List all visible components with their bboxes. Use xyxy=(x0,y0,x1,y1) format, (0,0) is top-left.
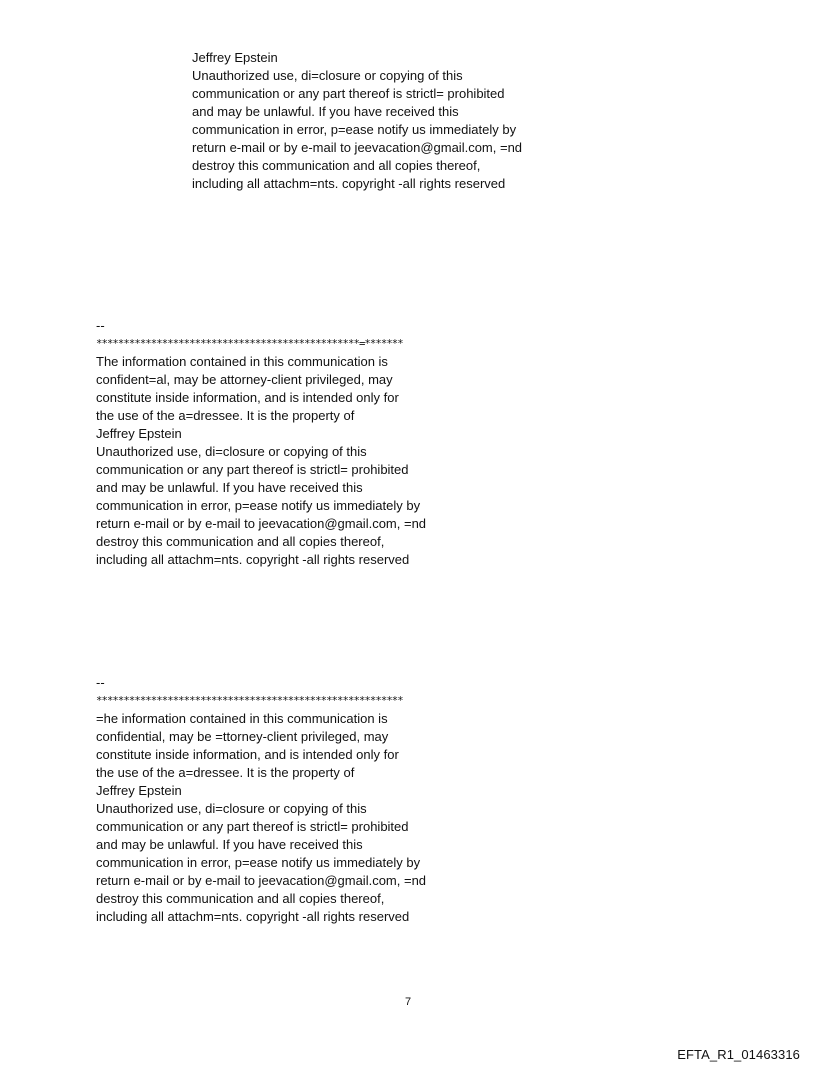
text-line: Jeffrey Epstein xyxy=(192,50,278,65)
signature-separator: -- xyxy=(96,675,105,690)
text-line: confident=al, may be attorney-client privileged, may xyxy=(96,372,393,387)
asterisk-divider: ******************************************************** xyxy=(96,695,403,707)
text-line: The information contained in this communication is xyxy=(96,354,388,369)
text-line: destroy this communication and all copies thereof, xyxy=(96,534,385,549)
disclaimer-block-1 xyxy=(192,49,522,193)
text-line: Unauthorized use, di=closure or copying of this xyxy=(96,801,367,816)
disclaimer-block-2 xyxy=(96,317,426,569)
text-line: communication in error, p=ease notify us immediately by xyxy=(96,498,421,513)
text-line: communication or any part thereof is strictl= prohibited xyxy=(192,86,505,101)
text-line: Jeffrey Epstein xyxy=(96,783,182,798)
text-line: and may be unlawful. If you have received this xyxy=(96,480,363,495)
text-line: return e-mail or by e-mail to jeevacation@gmail.com, =nd xyxy=(96,516,427,531)
text-line: Unauthorized use, di=closure or copying of this xyxy=(192,68,463,83)
text-line: and may be unlawful. If you have received this xyxy=(192,104,459,119)
disclaimer-block-3 xyxy=(96,674,426,926)
text-line: constitute inside information, and is intended only for xyxy=(96,390,399,405)
text-line: the use of the a=dressee. It is the property of xyxy=(96,765,355,780)
text-line: including all attachm=nts. copyright -all rights reserved xyxy=(96,552,410,567)
text-line: destroy this communication and all copies thereof, xyxy=(192,158,481,173)
document-id-stamp: EFTA_R1_01463316 xyxy=(677,1047,800,1062)
text-line: communication in error, p=ease notify us immediately by xyxy=(192,122,517,137)
text-line: Unauthorized use, di=closure or copying of this xyxy=(96,444,367,459)
page-number: 7 xyxy=(404,996,412,1008)
text-line: communication in error, p=ease notify us immediately by xyxy=(96,855,421,870)
text-line: confidential, may be =ttorney-client privileged, may xyxy=(96,729,389,744)
text-line: the use of the a=dressee. It is the property of xyxy=(96,408,355,423)
asterisk-divider: ************************************************=******* xyxy=(96,338,403,350)
text-line: constitute inside information, and is intended only for xyxy=(96,747,399,762)
text-line: return e-mail or by e-mail to jeevacation@gmail.com, =nd xyxy=(192,140,523,155)
text-line: return e-mail or by e-mail to jeevacation@gmail.com, =nd xyxy=(96,873,427,888)
text-line: including all attachm=nts. copyright -all rights reserved xyxy=(96,909,410,924)
text-line: communication or any part thereof is strictl= prohibited xyxy=(96,819,409,834)
text-line: communication or any part thereof is strictl= prohibited xyxy=(96,462,409,477)
text-line: destroy this communication and all copies thereof, xyxy=(96,891,385,906)
text-line: Jeffrey Epstein xyxy=(96,426,182,441)
text-line: including all attachm=nts. copyright -all rights reserved xyxy=(192,176,506,191)
text-line: =he information contained in this communication is xyxy=(96,711,388,726)
text-line: and may be unlawful. If you have received this xyxy=(96,837,363,852)
signature-separator: -- xyxy=(96,318,105,333)
